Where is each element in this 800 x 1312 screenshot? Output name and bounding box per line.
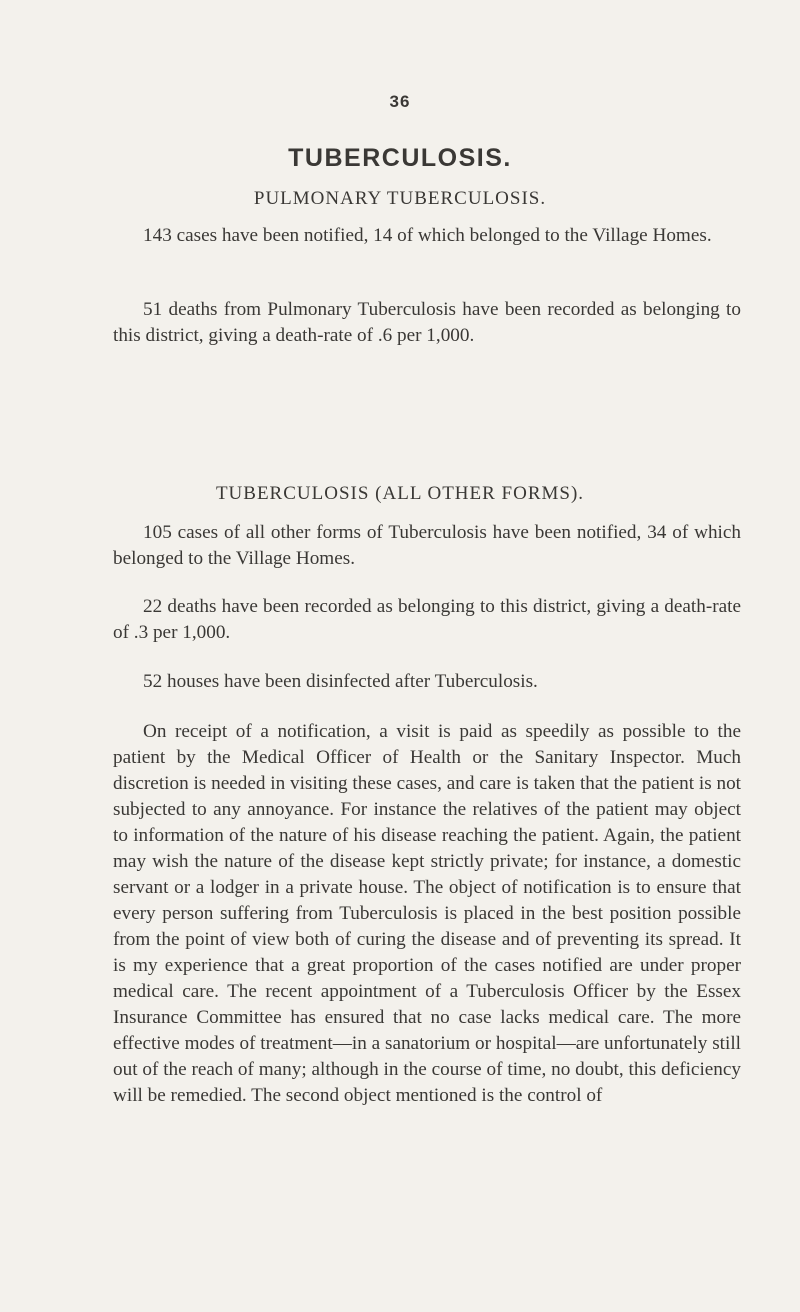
page-title: TUBERCULOSIS.	[288, 144, 512, 172]
paragraph-other-cases: 105 cases of all other forms of Tuberculosis have been notified, 34 of which belonged to the Village Homes.	[113, 522, 741, 569]
section-heading-other-forms: TUBERCULOSIS (ALL OTHER FORMS).	[215, 483, 585, 504]
paragraph-other-deaths: 22 deaths have been recorded as belonging to this district, giving a death-rate of .3 per 1,000.	[113, 596, 741, 643]
paragraph-pulmonary-deaths: 51 deaths from Pulmonary Tuberculosis have been recorded as belonging to this district, giving a death-rate of .6 per 1,000.	[113, 299, 741, 346]
paragraph-notification-procedure: On receipt of a notification, a visit is paid as speedily as possible to the patient by the Medical Officer of Health or the Sanitary Inspector. Much discretion is needed in visiting these cases, and care is taken that the patient is not subjected to any annoyance. For instance the relatives of the patient may object to information of the nature of his disease reaching the patient. Again, the patient may wish the nature of the disease kept strictly private; for instance, a domestic servant or a lodger in a private house. The object of notification is to ensure that every person suffering from Tuberculosis is placed in the best position possible from the point of view both of curing the disease and of preventing its spread. It is my experience that a great proportion of the cases notified are under proper medical care. The recent appointment of a Tuberculosis Officer by the Essex Insurance Committee has ensured that no case lacks medical care. The more effective modes of treatment—in a sanatorium or hospital—are unfortunately still out of the reach of many; although in the course of time, no doubt, this deficiency will be remedied. The second object mentioned is the control of	[113, 721, 741, 1106]
paragraph-disinfection: 52 houses have been disinfected after Tuberculosis.	[143, 671, 538, 692]
section-heading-pulmonary: PULMONARY TUBERCULOSIS.	[253, 188, 547, 209]
page-number: 36	[389, 92, 411, 111]
paragraph-pulmonary-cases: 143 cases have been notified, 14 of which belonged to the Village Homes.	[143, 225, 712, 246]
